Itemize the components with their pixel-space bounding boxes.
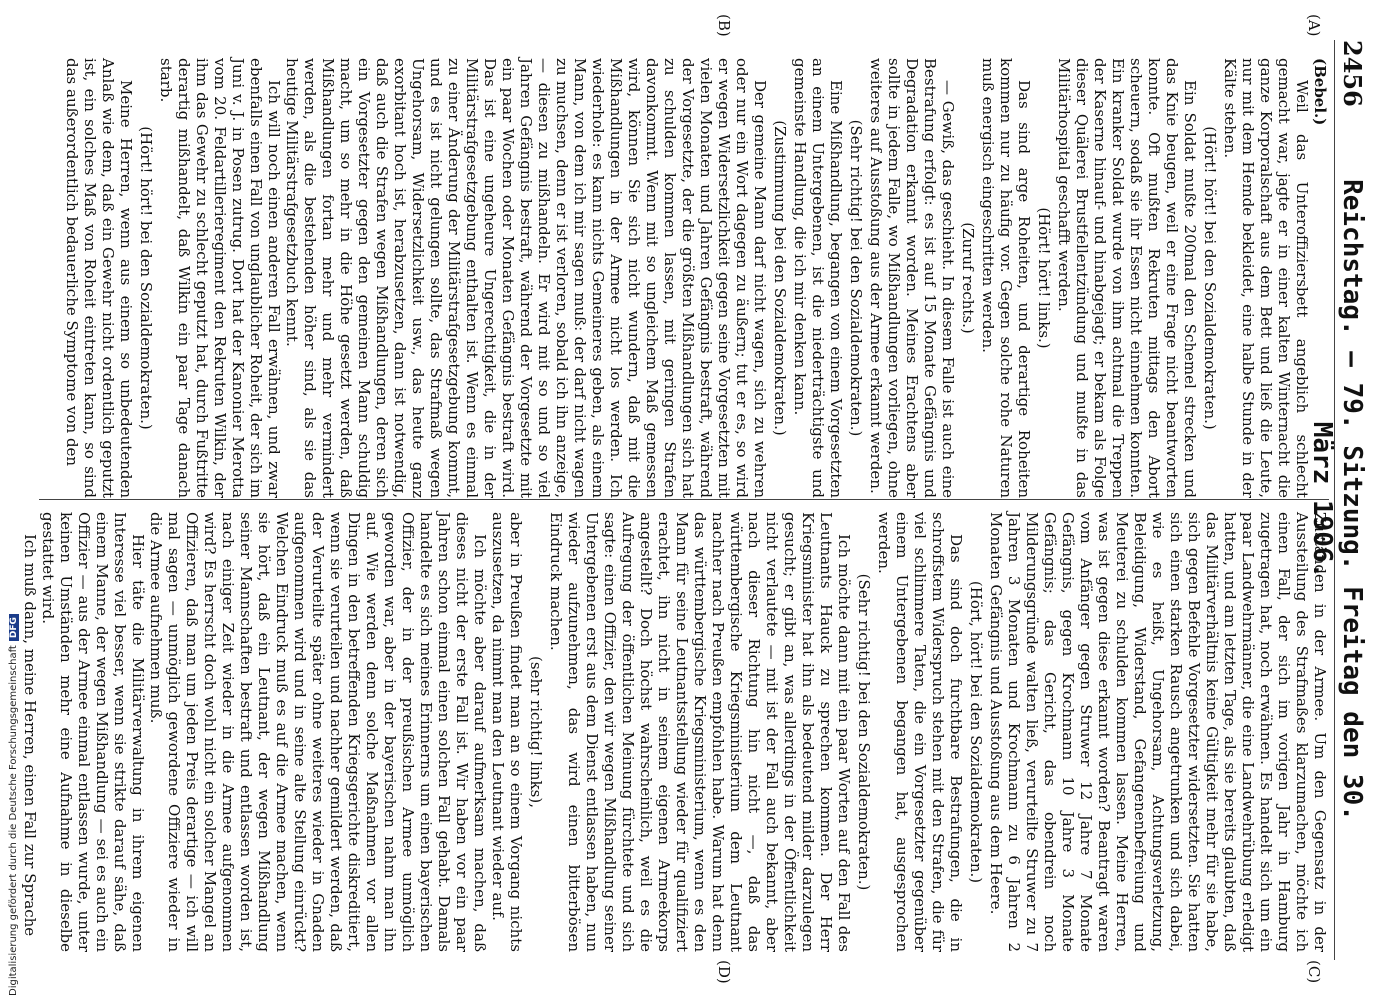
speaker-name: (Bebel.)	[1311, 58, 1329, 126]
interjection: (Hört, hört! bei den Sozialdemokraten.)	[967, 580, 985, 884]
interjection: (sehr richtig! links),	[527, 656, 545, 808]
dfg-logo: DFG	[9, 614, 19, 641]
digitization-credit	[8, 6, 20, 996]
running-head: Reichstag. — 79. Sitzung. Freitag den 30. März 1906.	[1307, 179, 1367, 821]
paragraph: Meine Herren, wenn aus einem so unbedeutenden Anlaß wie dem, daß ein Gewehr nicht ordentlich geputzt ist, ein solches Maß von Roheit eintreten kann, so sind das außerordentlich bedauerliche Symptome von den	[63, 58, 135, 498]
paragraph: Zuständen in der Armee. Um den Gegensatz in der Aussteilung des Strafmaßes klarzumachen, möchte ich einen Fall, der sich im vorigen Jahr in Hamburg zugetragen hat, noch erwähnen. Es handelt sich um ein paar Landwehrmänner, die eine Landwehrübung erledigt hatten, und am letzten Tage, als sie bereits glaubten, daß das Militärverhältnis keine Gültigkeit mehr für sie habe, sich gegen Befehle Vorgesetzter widersetzten. Sie hatten sich einen starken Rausch angetrunken und sich dabei, wie es heißt, Ungehorsam, Achtungsverletzung, Beleidigung, Widerstand, Gefangenenbefreiung und Meuterei zu schulden kommen lassen. Meine Herren, was ist gegen diese erkannt worden? Beantragt waren vom Anfänger gegen Struwer 12 Jahre 7 Monate Gefängnis, gegen Krochmann 10 Jahre 3 Monate Gefängnis; das Gericht, das obendrein noch Milderungsgründe walten ließ, verurteilte Struwer zu 7 Jahren 3 Monaten und Krochmann zu 6 Jahren 2 Monaten Gefängnis und Ausstoßung aus dem Heere.	[987, 512, 1329, 952]
paragraph: Ich muß dann, meine Herren, einen Fall zur Sprache	[21, 534, 39, 937]
paragraph: Ein Soldat mußte 200mal den Schemel strecken und das Knie beugen, weil er eine Frage nicht beantworten konnte. Oft mußten Rekruten mittags den Abort scheuern, sodaß sie ihr Essen nicht einnehmen konnten. Ein kranker Soldat wurde von ihm achtmal die Treppen der Kaserne hinauf- und hinabgejagt; er bekam als Folge dieser Quälerei Brustfellentzündung und mußte in das Militärhospital geschafft werden.	[1055, 58, 1199, 498]
paragraph: Das sind doch furchtbare Bestrafungen, die in schroffstem Widerspruch stehen mit den Strafen, die für viel schlimmere Taten, die ein Vorgesetzter gegenüber einem Untergebenen begangen hat, ausgesprochen werden.	[875, 512, 965, 952]
page-number: 2456	[1338, 40, 1367, 107]
interjection: (Sehr richtig! bei den Sozialdemokraten.)	[855, 573, 873, 891]
margin-mark-a: (A)	[1305, 14, 1323, 37]
paragraph: Hier täte die Militärverwaltung in ihrem eigenen Interesse viel besser, wenn sie strikte darauf sähe, daß einem Manne, der wegen Mißhandlung — sei es auch ein Offizier — aus der Armee einmal entlassen wurde, unter keinen Umständen mehr eine Aufnahme in dieselbe gestattet wird.	[39, 512, 147, 952]
paragraph: aber in Preußen findet man an so einem Vorgang nichts auszusetzen, da nimmt man den Leutnant wieder auf.	[489, 512, 525, 952]
paragraph: Das sind arge Roheiten, und derartige Roheiten kommen nur zu häufig vor. Gegen solche rohe Naturen muß energisch eingeschritten werden.	[979, 58, 1033, 498]
right-column	[21, 512, 1329, 952]
interjection: (Sehr richtig! bei den Sozialdemokraten.)	[847, 119, 865, 437]
paragraph: Der gemeine Mann darf nicht wagen, sich zu wehren oder nur ein Wort dagegen zu äußern; tut er es, so wird er wegen Widersetzlichkeit gegen seine Vorgesetzten mit vielen Monaten und Jahren Gefängnis bestraft, während der Vorgesetzte, der die größten Mißhandlungen sich hat zu schulden kommen lassen, mit geringen Strafen davonkommt. Wenn mit so ungleichem Maß gemessen wird, können Sie sich nicht wundern, daß mit die Mißhandlungen in der Armee nicht los werden. Ich wiederhole: es kann nichts Gemeineres geben, als einem Mann, von dem ich mir sagen muß: der darf nicht wagen zu muchsen, denn er ist verloren, sobald ich ihn anzeige, — diesen zu mißhandeln. Er wird mit so und so viel Jahren Gefängnis bestraft, während der Vorgesetzte mit ein paar Wochen oder Monaten Gefängnis bestraft wird. Das ist eine ungeheure Ungerechtigkeit, die in der Militärstrafgesetzgebung enthalten ist. Wenn es einmal zu einer Änderung der Militärstrafgesetzgebung kommt, und es ist nicht gelungen sollte, das Strafmaß wegen Ungehorsam, Widersetzlichkeit usw., das heute ganz exorbitant hoch ist, herabzusetzen, dann ist notwendig, daß auch die Strafen wegen Mißhandlungen, deren sich ein Vorgesetzter gegen den gemeinen Mann schuldig macht, um so mehr in die Höhe gesetzt werden, daß Mißhandlungen fortan mehr und mehr vermindert werden, als die bestehenden höher sind, als sie das heutige Militärstrafgesetzbuch kennt.	[283, 58, 769, 498]
interjection: (Hört! hört! links.)	[1035, 207, 1053, 349]
interjection: (Zuruf rechts.)	[959, 222, 977, 334]
paragraph: Ich möchte aber darauf aufmerksam machen, daß dieses nicht der erste Fall ist. Wir haben vor ein paar Jahren schon einmal einen solchen Fall gehabt. Damals handelte es sich meines Erinnerns um einen bayerischen Offizier, der in der preußischen Armee unmöglich geworden war, aber in der bayerischen nahm man ihn auf. Wie werden denn solche Maßnahmen vor allen Dingen in den betreffenden Kriegsgerichte diskreditiert, wenn sie verurteilen und nachher gemildert werden, daß der Verurteilte später ohne weiteres wieder in Gnaden aufgenommen wird und in seine alte Stellung einrückt? Welchen Eindruck muß es auf die Armee machen, wenn sie hört, daß ein Leutnant, der wegen Mißhandlung seiner Mannschaften bestraft und entlassen worden ist, nach einiger Zeit wieder in die Armee aufgenommen wird? Es herrscht doch wohl nicht ein solcher Mangel an Offizieren, daß man um jeden Preis derartige — ich will mal sagen — unmöglich gewordene Offiziere wieder in die Armee aufnehmen muß.	[147, 512, 489, 952]
margin-mark-b: (B)	[715, 14, 733, 37]
column-divider	[39, 499, 1329, 500]
interjection: (Zustimmung bei den Sozialdemokraten.)	[771, 120, 789, 436]
paragraph: Eine Mißhandlung, begangen von einem Vorgesetzten an einem Untergebenen, ist die niederträchtigste und gemeinste Handlung, die ich mir denken kann.	[791, 58, 845, 498]
margin-mark-c: (C)	[1305, 960, 1323, 984]
left-column	[63, 58, 1329, 498]
paragraph: — Gewiß, das geschieht. In diesem Falle ist auch eine Bestrafung erfolgt: es ist auf 15 Monate Gefängnis und Degradation erkannt worden. Meines Erachtens aber sollte in jedem Falle, wo Mißhandlungen vorliegen, ohne weiteres auf Ausstoßung aus der Armee erkannt werden.	[867, 58, 957, 498]
paragraph: Ich will noch einen anderen Fall erwähnen, und zwar ebenfalls einen Fall von unglaublicher Roheit, der sich im Juni v. J. in Posen zutrug. Dort hat der Kanonier Merotta vom 20. Feldartillerieregiment den Rekruten Wilkin, der ihm das Gewehr zu schlecht geputzt hat, durch Fußtritte derartig mißhandelt, daß Wilkin ein paar Tage danach starb.	[157, 58, 283, 498]
credit-text: Digitalisierung gefördert durch die Deutsche Forschungsgemeinschaft	[8, 645, 19, 996]
header-rule	[1334, 40, 1335, 960]
paragraph: Weil das Unteroffiziersbett angeblich schlecht gemacht war, jagte er in einer kalten Winternacht die ganze Korporalschaft aus dem Bett und ließ die Leute, nur mit dem Hemde bekleidet, eine halbe Stunde in der Kälte stehen.	[1221, 58, 1311, 498]
paragraph: Ich möchte dann mit ein paar Worten auf den Fall des Leutnants Hauck zu sprechen kommen. Der Herr Kriegsminister hat ihn als bedeutend milder darzulegen gesucht; er gibt an, was allerdings in der Öffentlichkeit nicht verlautete — mit ist der Fall auch bekannt, aber nach dieser Richtung hin nicht —, daß das württembergische Kriegsministerium dem Leutnant nachher nach Preußen empfohlen habe. Warum hat denn das württembergische Kriegsministerium, wenn es den Mann für seine Leutnantsstellung wieder für qualifiziert erachtet, ihn nicht in seinem eigenen Armeekorps angestellt? Doch höchst wahrscheinlich, weil es die Aufregung der öffentlichen Meinung fürchtete und sich sagte: einen Offizier, den wir wegen Mißhandlung seiner Untergebenen erst aus dem Dienst entlassen haben, nun wieder aufzunehmen, das wird einen bitterbösen Eindruck machen.	[547, 512, 853, 952]
margin-mark-d: (D)	[715, 960, 733, 984]
interjection: (Hört! hört! bei den Sozialdemokraten.)	[1201, 126, 1219, 430]
interjection: (Hört! hört! bei den Sozialdemokraten.)	[137, 126, 155, 430]
